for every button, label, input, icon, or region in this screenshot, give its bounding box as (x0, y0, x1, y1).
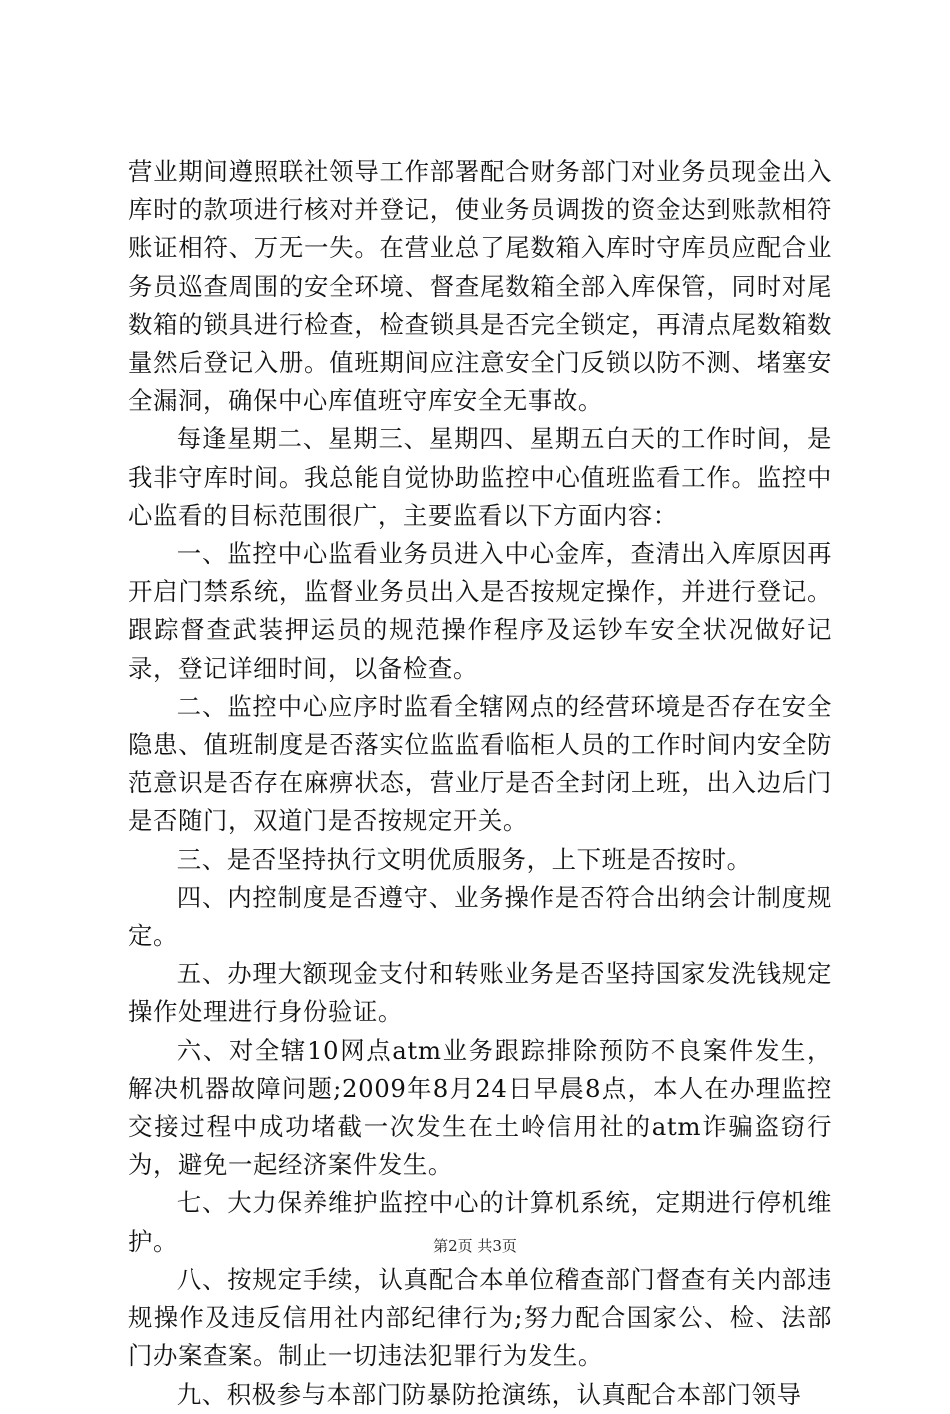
paragraph-2: 每逢星期二、星期三、星期四、星期五白天的工作时间，是我非守库时间。我总能自觉协助监控中心值班监看工作。监控中心监看的目标范围很广，主要监看以下方面内容： (128, 424, 832, 530)
document-body (128, 153, 832, 1414)
paragraph-6: 四、内控制度是否遵守、业务操作是否符合出纳会计制度规定。 (128, 882, 832, 951)
paragraph-7: 五、办理大额现金支付和转账业务是否坚持国家发洗钱规定操作处理进行身份验证。 (128, 959, 832, 1027)
paragraph-10: 八、按规定手续，认真配合本单位稽查部门督查有关内部违规操作及违反信用社内部纪律行为;努力配合国家公、检、法部门办案查案。制止一切违法犯罪行为发生。 (128, 1264, 832, 1371)
paragraph-4: 二、监控中心应序时监看全辖网点的经营环境是否存在安全隐患、值班制度是否落实位监监看临柜人员的工作时间内安全防范意识是否存在麻痹状态，营业厅是否全封闭上班，出入边后门是否随门，双道门是否按规定开关。 (128, 691, 832, 836)
paragraph-9: 七、大力保养维护监控中心的计算机系统，定期进行停机维护。 (128, 1188, 832, 1256)
paragraph-3: 一、监控中心监看业务员进入中心金库，查清出入库原因再开启门禁系统，监督业务员出入是否按规定操作，并进行登记。跟踪督查武装押运员的规范操作程序及运钞车安全状况做好记录，登记详细时间，以备检查。 (128, 539, 832, 683)
paragraph-8: 六、对全辖10网点atm业务跟踪排除预防不良案件发生，解决机器故障问题;2009年8月24日早晨8点，本人在办理监控交接过程中成功堵截一次发生在土岭信用社的atm诈骗盗窃行为，避免一起经济案件发生。 (128, 1035, 832, 1180)
paragraph-1: 营业期间遵照联社领导工作部署配合财务部门对业务员现金出入库时的款项进行核对并登记，使业务员调拨的资金达到账款相符账证相符、万无一失。在营业总了尾数箱入库时守库员应配合业务员巡查周围的安全环境、督查尾数箱全部入库保管，同时对尾数箱的锁具进行检查，检查锁具是否完全锁定，再清点尾数箱数量然后登记入册。值班期间应注意安全门反锁以防不测、堵塞安全漏洞，确保中心库值班守库安全无事故。 (128, 157, 832, 416)
page-number-footer: 第2页 共3页 (433, 1237, 517, 1255)
paragraph-11: 九、积极参与本部门防暴防抢演练，认真配合本部门领导 (176, 1379, 802, 1409)
paragraph-5: 三、是否坚持执行文明优质服务，上下班是否按时。 (176, 844, 752, 874)
